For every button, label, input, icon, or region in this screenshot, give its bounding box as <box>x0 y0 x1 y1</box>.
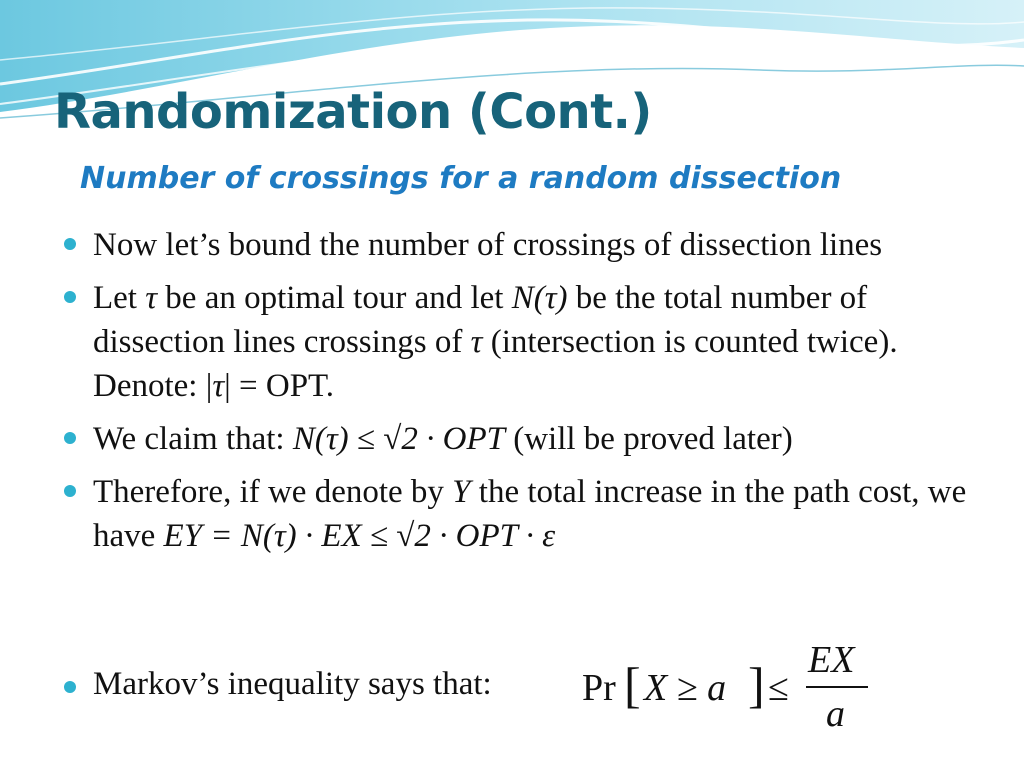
bullet-text-part: Let <box>93 280 146 316</box>
bullet-dot-icon <box>64 291 76 303</box>
math-n-tau: N(τ) <box>511 280 568 316</box>
math-expectation: EY = N(τ) · EX ≤ √2 · OPT · ε <box>163 518 556 554</box>
formula-numerator: EX <box>808 639 855 681</box>
bullet-text-part: Therefore, if we denote by <box>93 474 453 510</box>
bullet-item <box>60 470 990 558</box>
math-y: Y <box>452 474 471 510</box>
markov-formula <box>580 640 880 750</box>
bullet-item <box>60 223 990 267</box>
math-tau: τ <box>212 368 225 404</box>
math-tau: τ <box>470 324 483 360</box>
bullet-dot-icon <box>64 432 76 444</box>
formula-right-bracket: ] <box>748 657 765 713</box>
bullet-item <box>60 276 990 408</box>
math-tau: τ <box>145 280 158 316</box>
bullet-item <box>60 666 492 703</box>
slide-subtitle: Number of crossings for a random dissection <box>80 161 842 196</box>
math-claim: N(τ) ≤ √2 · OPT <box>292 421 505 457</box>
formula-le: ≤ <box>768 667 789 709</box>
formula-pr: Pr <box>582 667 616 709</box>
bullet-list <box>60 223 990 567</box>
bullet-text-part: (will be proved later) <box>504 421 793 457</box>
bullet-text: Markov’s inequality says that: <box>93 666 492 702</box>
bullet-text-part: be an optimal tour and let <box>157 280 512 316</box>
bullet-text-part: the total increase in the path cost, we have <box>93 474 967 554</box>
formula-left-bracket: [ <box>624 657 641 713</box>
bullet-dot-icon <box>64 485 76 497</box>
bullet-text-part: be the total number of dissection lines crossings of <box>93 280 868 360</box>
formula-denominator: a <box>826 693 845 735</box>
fraction-bar <box>806 686 868 688</box>
bullet-text-part: (intersection is counted twice). Denote: | <box>93 324 898 404</box>
bullet-dot-icon <box>64 238 76 250</box>
bullet-dot-icon <box>64 681 76 693</box>
slide-title: Randomization (Cont.) <box>54 84 652 140</box>
bullet-text-part: | = OPT. <box>224 368 335 404</box>
bullet-text: Now let’s bound the number of crossings of dissection lines <box>93 227 883 263</box>
bullet-text-part: We claim that: <box>93 421 293 457</box>
bullet-item <box>60 417 990 461</box>
formula-lhs: X ≥ a <box>644 667 727 709</box>
